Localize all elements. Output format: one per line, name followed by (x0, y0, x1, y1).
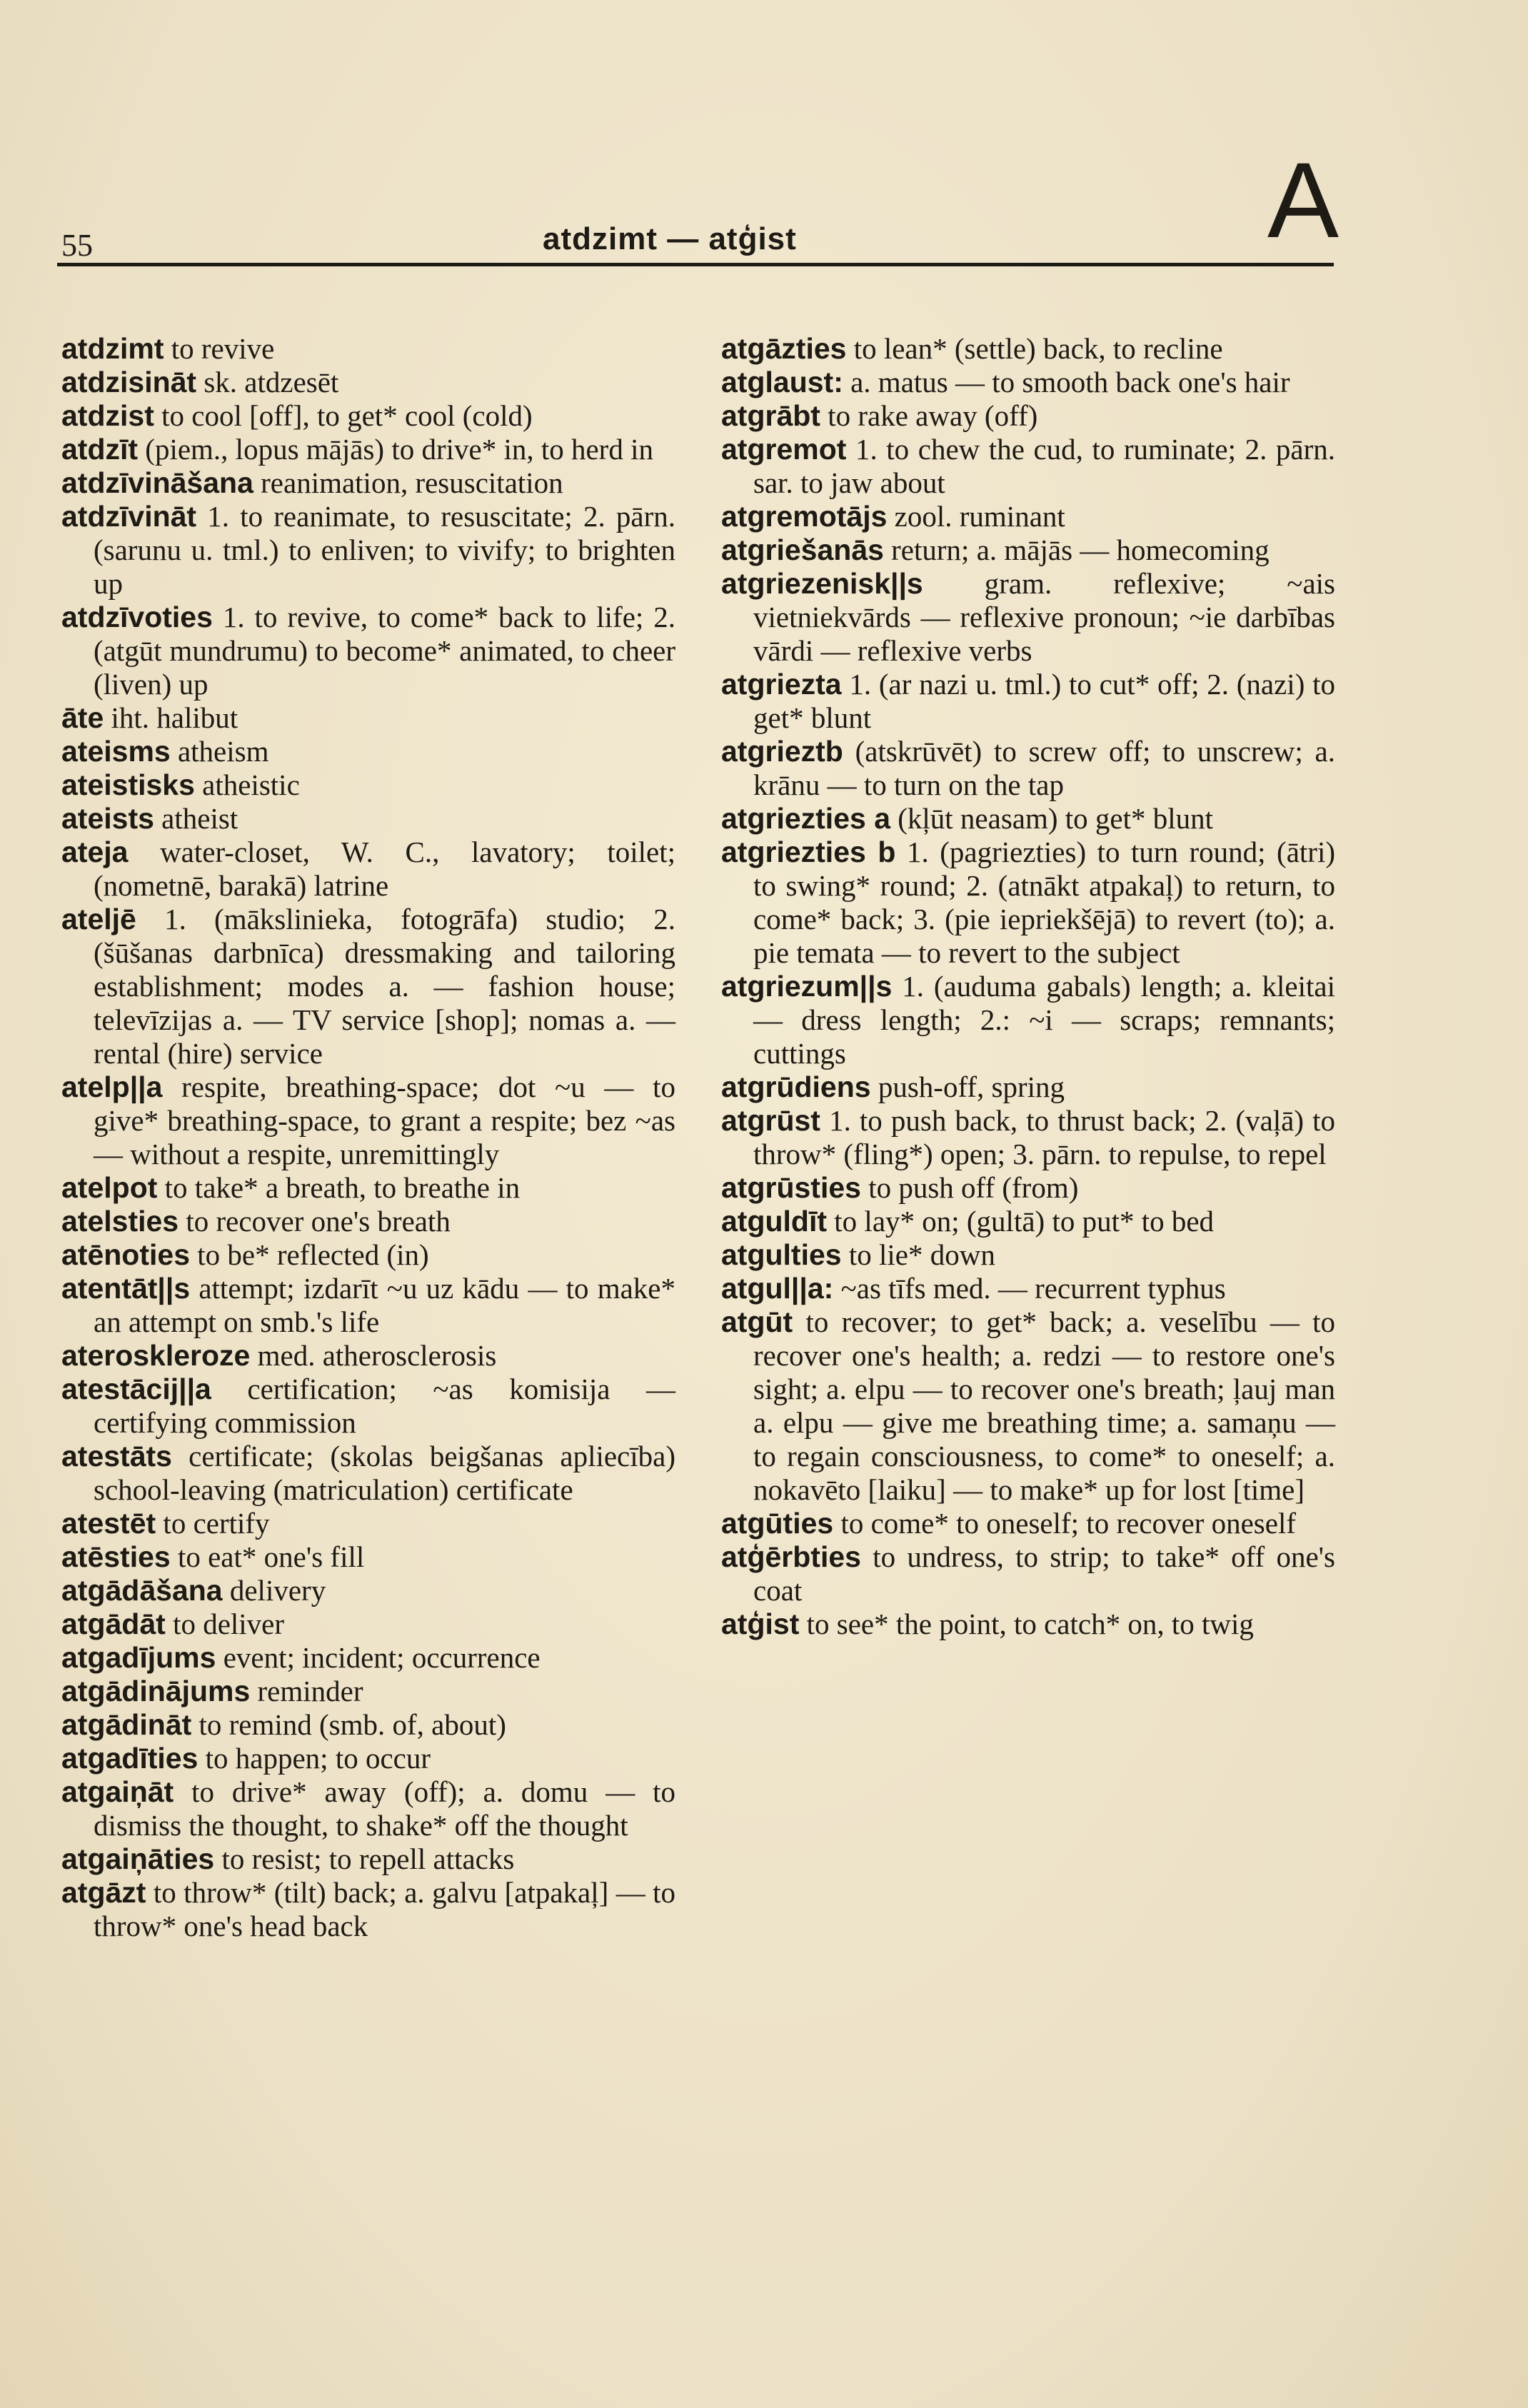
definition: to eat* one's fill (170, 1540, 365, 1573)
headword: atgrūdiens (721, 1070, 871, 1103)
headword: ateja (61, 836, 129, 868)
dictionary-entry (61, 1775, 675, 1842)
definition: a. matus — to smooth back one's hair (843, 366, 1290, 398)
headword: atgūt (721, 1305, 793, 1338)
definition: atheism (170, 735, 269, 768)
headword: ateljē (61, 903, 136, 935)
dictionary-entry (61, 1171, 675, 1205)
dictionary-entry (721, 399, 1335, 433)
dictionary-entry (61, 1070, 675, 1171)
headword: atgriezenisk||s (721, 567, 923, 600)
page-number: 55 (61, 228, 93, 263)
headword: atgriezties a (721, 802, 890, 835)
dictionary-entry (721, 366, 1335, 399)
dictionary-entry (61, 735, 675, 768)
definition: 1. (auduma gabals) length; a. kleitai — dress length; 2.: ~i — scraps; remnants; cuttings (753, 970, 1335, 1070)
headword: atentāt||s (61, 1272, 191, 1305)
dictionary-entry (721, 802, 1335, 836)
dictionary-entry (721, 1238, 1335, 1272)
headword: atgādināt (61, 1708, 192, 1741)
headword: atdzist (61, 399, 154, 432)
definition: water-closet, W. C., lavatory; toilet; (nometnē, barakā) latrine (94, 836, 675, 902)
definition: push-off, spring (870, 1070, 1065, 1103)
dictionary-entry (61, 500, 675, 601)
definition: attempt; izdarīt ~u uz kādu — to make* an attempt on smb.'s life (94, 1272, 675, 1338)
definition: 1. to push back, to thrust back; 2. (vaļā) to throw* (fling*) open; 3. pārn. to repulse, to repel (753, 1104, 1335, 1170)
headword: atgūties (721, 1507, 834, 1540)
running-head: atdzimt — atģist (543, 221, 797, 256)
definition: to push off (from) (860, 1171, 1079, 1204)
definition: ~as tīfs med. — recurrent typhus (833, 1272, 1226, 1305)
dictionary-entry (61, 836, 675, 903)
dictionary-entry (61, 1440, 675, 1507)
dictionary-entry (61, 399, 675, 433)
section-letter: A (1267, 140, 1339, 260)
dictionary-entry (721, 735, 1335, 802)
headword: atelsties (61, 1205, 179, 1238)
header-rule (57, 263, 1334, 266)
definition: med. atherosclerosis (250, 1339, 497, 1372)
headword: atgriešanās (721, 533, 884, 566)
definition: certification; ~as komisija — certifying commission (94, 1373, 675, 1439)
headword: atgrūst (721, 1104, 820, 1137)
dictionary-entry (61, 1205, 675, 1238)
definition: to deliver (165, 1607, 285, 1640)
headword: atgriezties b (721, 836, 896, 868)
definition: to see* the point, to catch* on, to twig (799, 1607, 1254, 1640)
headword: atgāzt (61, 1876, 146, 1909)
dictionary-entry (61, 1607, 675, 1641)
dictionary-entry (61, 1675, 675, 1708)
definition: atheist (154, 802, 238, 835)
definition: 1. (mākslinieka, fotogrāfa) studio; 2. (šūšanas darbnīca) dressmaking and tailoring establishment; modes a. — fashion house; televīzijas a. — TV service [shop]; nomas a. — rental (hire) service (94, 903, 675, 1070)
left-column (61, 332, 675, 1943)
headword: atgadījums (61, 1641, 216, 1674)
headword: atgremot (721, 433, 847, 466)
headword: ateroskleroze (61, 1339, 251, 1372)
dictionary-entry (721, 1272, 1335, 1305)
definition: to certify (156, 1507, 270, 1540)
headword: atgadīties (61, 1742, 198, 1775)
dictionary-entry (721, 668, 1335, 735)
definition: respite, breathing-space; dot ~u — to give* breathing-space, to grant a respite; bez ~as — without a respite, unremittingly (94, 1070, 675, 1170)
dictionary-entry (61, 1540, 675, 1574)
definition: reanimation, resuscitation (253, 466, 563, 499)
dictionary-entry (61, 1238, 675, 1272)
dictionary-entry (721, 836, 1335, 970)
dictionary-entry (721, 500, 1335, 533)
headword: atestēt (61, 1507, 156, 1540)
dictionary-entry (61, 802, 675, 836)
definition: reminder (250, 1675, 363, 1707)
definition: (piem., lopus mājās) to drive* in, to herd in (138, 433, 653, 466)
dictionary-entry (721, 1070, 1335, 1104)
definition: atheistic (194, 768, 300, 801)
headword: atgādāšana (61, 1574, 223, 1607)
dictionary-entry (61, 332, 675, 366)
definition: sk. atdzesēt (196, 366, 339, 398)
dictionary-entry (61, 1742, 675, 1775)
dictionary-entry (721, 1607, 1335, 1641)
definition: to rake away (off) (820, 399, 1038, 432)
dictionary-entry (61, 466, 675, 500)
headword: atdzisināt (61, 366, 197, 398)
definition: 1. to chew the cud, to ruminate; 2. pārn. sar. to jaw about (753, 433, 1335, 499)
definition: to undress, to strip; to take* off one's coat (753, 1540, 1335, 1607)
headword: atdzīvoties (61, 601, 213, 633)
dictionary-entry (61, 768, 675, 802)
definition: (atskrūvēt) to screw off; to unscrew; a. krānu — to turn on the tap (753, 735, 1335, 801)
dictionary-entry (61, 1641, 675, 1675)
definition: to resist; to repell attacks (214, 1842, 515, 1875)
definition: to throw* (tilt) back; a. galvu [atpakaļ] — to throw* one's head back (94, 1876, 675, 1942)
definition: to lie* down (841, 1238, 995, 1271)
dictionary-entry (61, 701, 675, 735)
headword: atgādinājums (61, 1675, 251, 1707)
right-column (721, 332, 1335, 1641)
definition: zool. ruminant (887, 500, 1065, 533)
dictionary-entry (721, 433, 1335, 500)
headword: atģērbties (721, 1540, 861, 1573)
definition: (kļūt neasam) to get* blunt (890, 802, 1214, 835)
definition: to take* a breath, to breathe in (157, 1171, 521, 1204)
headword: ateists (61, 802, 154, 835)
definition: event; incident; occurrence (216, 1641, 541, 1674)
headword: atelpot (61, 1171, 158, 1204)
headword: atēsties (61, 1540, 171, 1573)
headword: āte (61, 701, 104, 734)
headword: atgul||a: (721, 1272, 834, 1305)
definition: to lean* (settle) back, to recline (846, 332, 1223, 365)
headword: atgriezum||s (721, 970, 893, 1003)
definition: iht. halibut (104, 701, 238, 734)
dictionary-entry (61, 366, 675, 399)
headword: ateisms (61, 735, 171, 768)
dictionary-entry (721, 1305, 1335, 1507)
headword: atēnoties (61, 1238, 190, 1271)
definition: to lay* on; (gultā) to put* to bed (827, 1205, 1215, 1238)
headword: atestāts (61, 1440, 172, 1473)
headword: atgādāt (61, 1607, 166, 1640)
definition: to drive* away (off); a. domu — to dismiss the thought, to shake* off the thought (94, 1775, 675, 1842)
headword: ateistisks (61, 768, 195, 801)
definition: 1. (pagriezties) to turn round; (ātri) to swing* round; 2. (atnākt atpakaļ) to return, to come* back; 3. (pie iepriekšējā) to revert (to); a. pie temata — to revert to the subject (753, 836, 1335, 969)
dictionary-entry (61, 903, 675, 1070)
dictionary-entry (61, 601, 675, 701)
definition: 1. to reanimate, to resuscitate; 2. pārn. (sarunu u. tml.) to enliven; to vivify; to brighten up (94, 500, 675, 600)
headword: atdzīvināt (61, 500, 197, 533)
dictionary-entry (721, 332, 1335, 366)
definition: to come* to oneself; to recover oneself (833, 1507, 1296, 1540)
headword: atdzimt (61, 332, 164, 365)
definition: to be* reflected (in) (190, 1238, 429, 1271)
headword: atgrūsties (721, 1171, 861, 1204)
headword: atgrieztb (721, 735, 843, 768)
definition: to recover one's breath (179, 1205, 451, 1238)
dictionary-entry (721, 1507, 1335, 1540)
dictionary-entry (61, 1507, 675, 1540)
dictionary-entry (721, 1205, 1335, 1238)
definition: gram. reflexive; ~ais vietniekvārds — reflexive pronoun; ~ie darbības vārdi — reflexive verbs (753, 567, 1335, 667)
definition: return; a. mājās — homecoming (883, 533, 1270, 566)
dictionary-entry (61, 1272, 675, 1339)
headword: atguldīt (721, 1205, 828, 1238)
headword: atestācij||a (61, 1373, 211, 1405)
dictionary-entry (61, 1574, 675, 1607)
headword: atģist (721, 1607, 800, 1640)
dictionary-entry (721, 567, 1335, 668)
definition: certificate; (skolas beigšanas apliecība) school-leaving (matriculation) certificate (94, 1440, 675, 1506)
dictionary-entry (721, 533, 1335, 567)
dictionary-entry (721, 1104, 1335, 1171)
dictionary-entry (61, 1708, 675, 1742)
dictionary-entry (61, 1373, 675, 1440)
definition: to happen; to occur (198, 1742, 431, 1775)
headword: atglaust: (721, 366, 843, 398)
headword: atgaiņāties (61, 1842, 215, 1875)
dictionary-entry (721, 1171, 1335, 1205)
headword: atgāzties (721, 332, 847, 365)
dictionary-entry (61, 1339, 675, 1373)
definition: to remind (smb. of, about) (191, 1708, 506, 1741)
definition: 1. (ar nazi u. tml.) to cut* off; 2. (nazi) to get* blunt (753, 668, 1335, 734)
definition: to revive (164, 332, 275, 365)
headword: atdzīt (61, 433, 139, 466)
headword: atdzīvināšana (61, 466, 253, 499)
dictionary-entry (721, 1540, 1335, 1607)
definition: 1. to revive, to come* back to life; 2. (atgūt mundrumu) to become* animated, to cheer (liven) up (94, 601, 675, 701)
dictionary-entry (61, 1876, 675, 1943)
headword: atgriezta (721, 668, 842, 701)
headword: atelp||a (61, 1070, 163, 1103)
headword: atgrābt (721, 399, 820, 432)
definition: to cool [off], to get* cool (cold) (154, 399, 533, 432)
dictionary-entry (61, 433, 675, 466)
headword: atgulties (721, 1238, 842, 1271)
dictionary-entry (721, 970, 1335, 1070)
headword: atgremotājs (721, 500, 888, 533)
dictionary-entry (61, 1842, 675, 1876)
definition: delivery (222, 1574, 326, 1607)
headword: atgaiņāt (61, 1775, 174, 1808)
definition: to recover; to get* back; a. veselību — to recover one's health; a. redzi — to restore one's sight; a. elpu — to recover one's breath; ļauj man a. elpu — give me breathing time; a. samaņu — to regain consciousness, to come* to oneself; a. nokavēto [laiku] — to make* up for lost [time] (753, 1305, 1335, 1506)
